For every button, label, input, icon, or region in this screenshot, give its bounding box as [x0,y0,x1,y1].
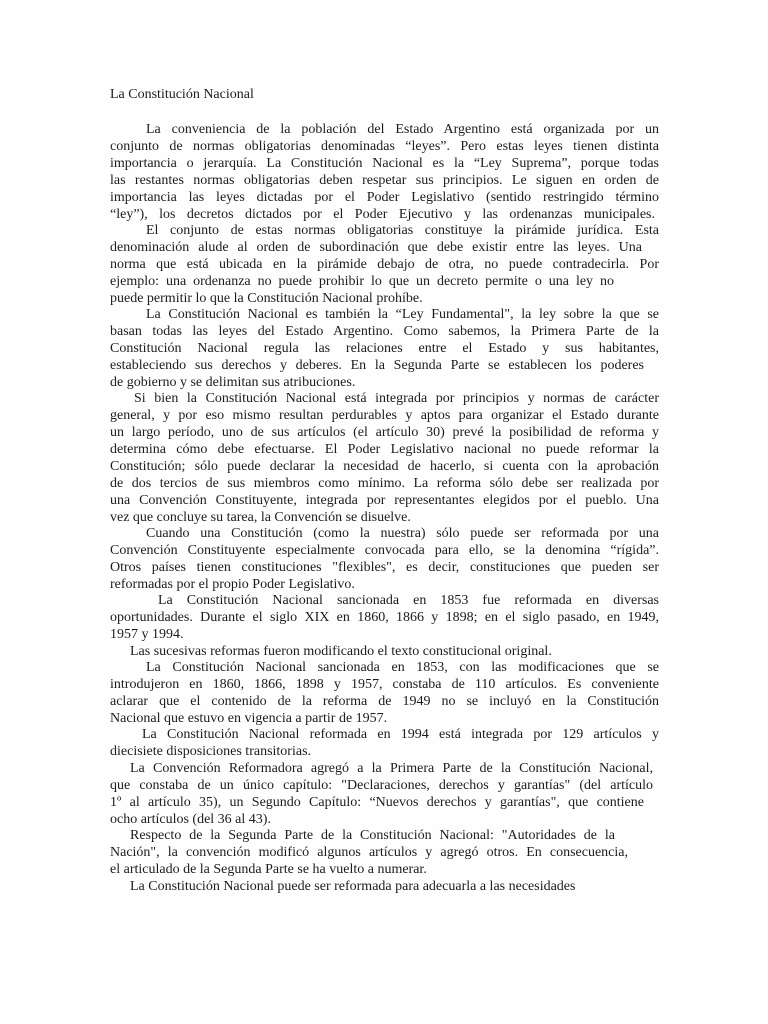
text-line: diecisiete disposiciones transitorias. [110,744,312,759]
text-line: La conveniencia de la población del Estado Argentino está organizada por un [146,122,659,137]
text-line: 1957 y 1994. [110,627,184,642]
text-line: general, y por eso mismo resultan perdurables y aptos para organizar el Estado durante [110,408,659,423]
text-line: Constitución; sólo puede declarar la necesidad de hacerlo, si cuenta con la aprobación [110,459,659,474]
text-line: que constaba de un único capítulo: "Declaraciones, derechos y garantías" (del artículo [110,778,653,793]
text-line: Constitución Nacional regula las relaciones entre el Estado y sus habitantes, [110,341,659,356]
text-line: La Convención Reformadora agregó a la Primera Parte de la Constitución Nacional, [130,761,653,776]
text-line: vez que concluye su tarea, la Convención se disuelve. [110,510,411,525]
text-line: “ley”), los decretos dictados por el Poder Ejecutivo y las ordenanzas municipales. [110,207,655,222]
text-line: Convención Constituyente especialmente convocada para ello, se la denomina “rígida”. [110,543,659,558]
text-line: Otros países tienen constituciones "flexibles", es decir, constituciones que pueden ser [110,560,659,575]
text-line: Nación", la convención modificó algunos artículos y agregó otros. En consecuencia, [110,845,628,860]
text-line: Si bien la Constitución Nacional está integrada por principios y normas de carácter [134,391,659,406]
text-line: introdujeron en 1860, 1866, 1898 y 1957, constaba de 110 artículos. Es conveniente [110,677,659,692]
text-line: estableciendo sus derechos y deberes. En la Segunda Parte se establecen los poderes [110,358,644,373]
text-line: La Constitución Nacional sancionada en 1853, con las modificaciones que se [146,660,659,675]
text-line: de gobierno y se delimitan sus atribuciones. [110,375,356,390]
text-line: aclarar que el contenido de la reforma de 1949 no se incluyó en la Constitución [110,694,659,709]
text-line: Respecto de la Segunda Parte de la Constitución Nacional: "Autoridades de la [130,828,615,843]
text-line: denominación alude al orden de subordinación que debe existir entre las leyes. Una [110,240,642,255]
text-line: las restantes normas obligatorias deben respetar sus principios. Le siguen en orden de [110,173,659,188]
text-line: La Constitución Nacional reformada en 1994 está integrada por 129 artículos y [142,727,659,742]
text-line: una Convención Constituyente, integrada por representantes elegidos por el pueblo. Una [110,493,659,508]
text-line: Cuando una Constitución (como la nuestra) sólo puede ser reformada por una [146,526,659,541]
text-line: La Constitución Nacional es también la “Ley Fundamental", la ley sobre la que se [146,307,659,322]
text-line: norma que está ubicada en la pirámide debajo de otra, no puede contradecirla. Por [110,257,659,272]
text-line: El conjunto de estas normas obligatorias constituye la pirámide jurídica. Esta [146,223,659,238]
text-line: Nacional que estuvo en vigencia a partir de 1957. [110,711,388,726]
text-line: puede permitir lo que la Constitución Nacional prohíbe. [110,291,423,306]
text-line: determina cómo debe efectuarse. El Poder Legislativo nacional no puede reformar la [110,442,659,457]
text-line: La Constitución Nacional puede ser reformada para adecuarla a las necesidades [130,879,576,894]
text-line: importancia o jerarquía. La Constitución Nacional es la “Ley Suprema”, porque todas [110,156,659,171]
text-line: Las sucesivas reformas fueron modificando el texto constitucional original. [130,644,552,659]
text-line: reformadas por el propio Poder Legislativo. [110,577,355,592]
text-line: ejemplo: una ordenanza no puede prohibir lo que un decreto permite o una ley no [110,274,614,289]
text-line: basan todas las leyes del Estado Argentino. Como sabemos, la Primera Parte de la [110,324,659,339]
text-line: oportunidades. Durante el siglo XIX en 1860, 1866 y 1898; en el siglo pasado, en 1949, [110,610,659,625]
text-line: el articulado de la Segunda Parte se ha vuelto a numerar. [110,862,427,877]
text-line: un largo período, uno de sus artículos (el artículo 30) prevé la posibilidad de reforma y [110,425,659,440]
document-title: La Constitución Nacional [110,87,254,102]
text-line: conjunto de normas obligatorias denominadas “leyes”. Pero estas leyes tienen distinta [110,139,659,154]
text-line: 1º al artículo 35), un Segundo Capítulo: “Nuevos derechos y garantías", que contiene [110,795,644,810]
text-line: La Constitución Nacional sancionada en 1853 fue reformada en diversas [158,593,659,608]
text-line: ocho artículos (del 36 al 43). [110,812,271,827]
text-line: de dos tercios de sus miembros como mínimo. La reforma sólo debe ser realizada por [110,476,659,491]
text-line: importancia las leyes dictadas por el Poder Legislativo (sentido restringido término [110,190,659,205]
